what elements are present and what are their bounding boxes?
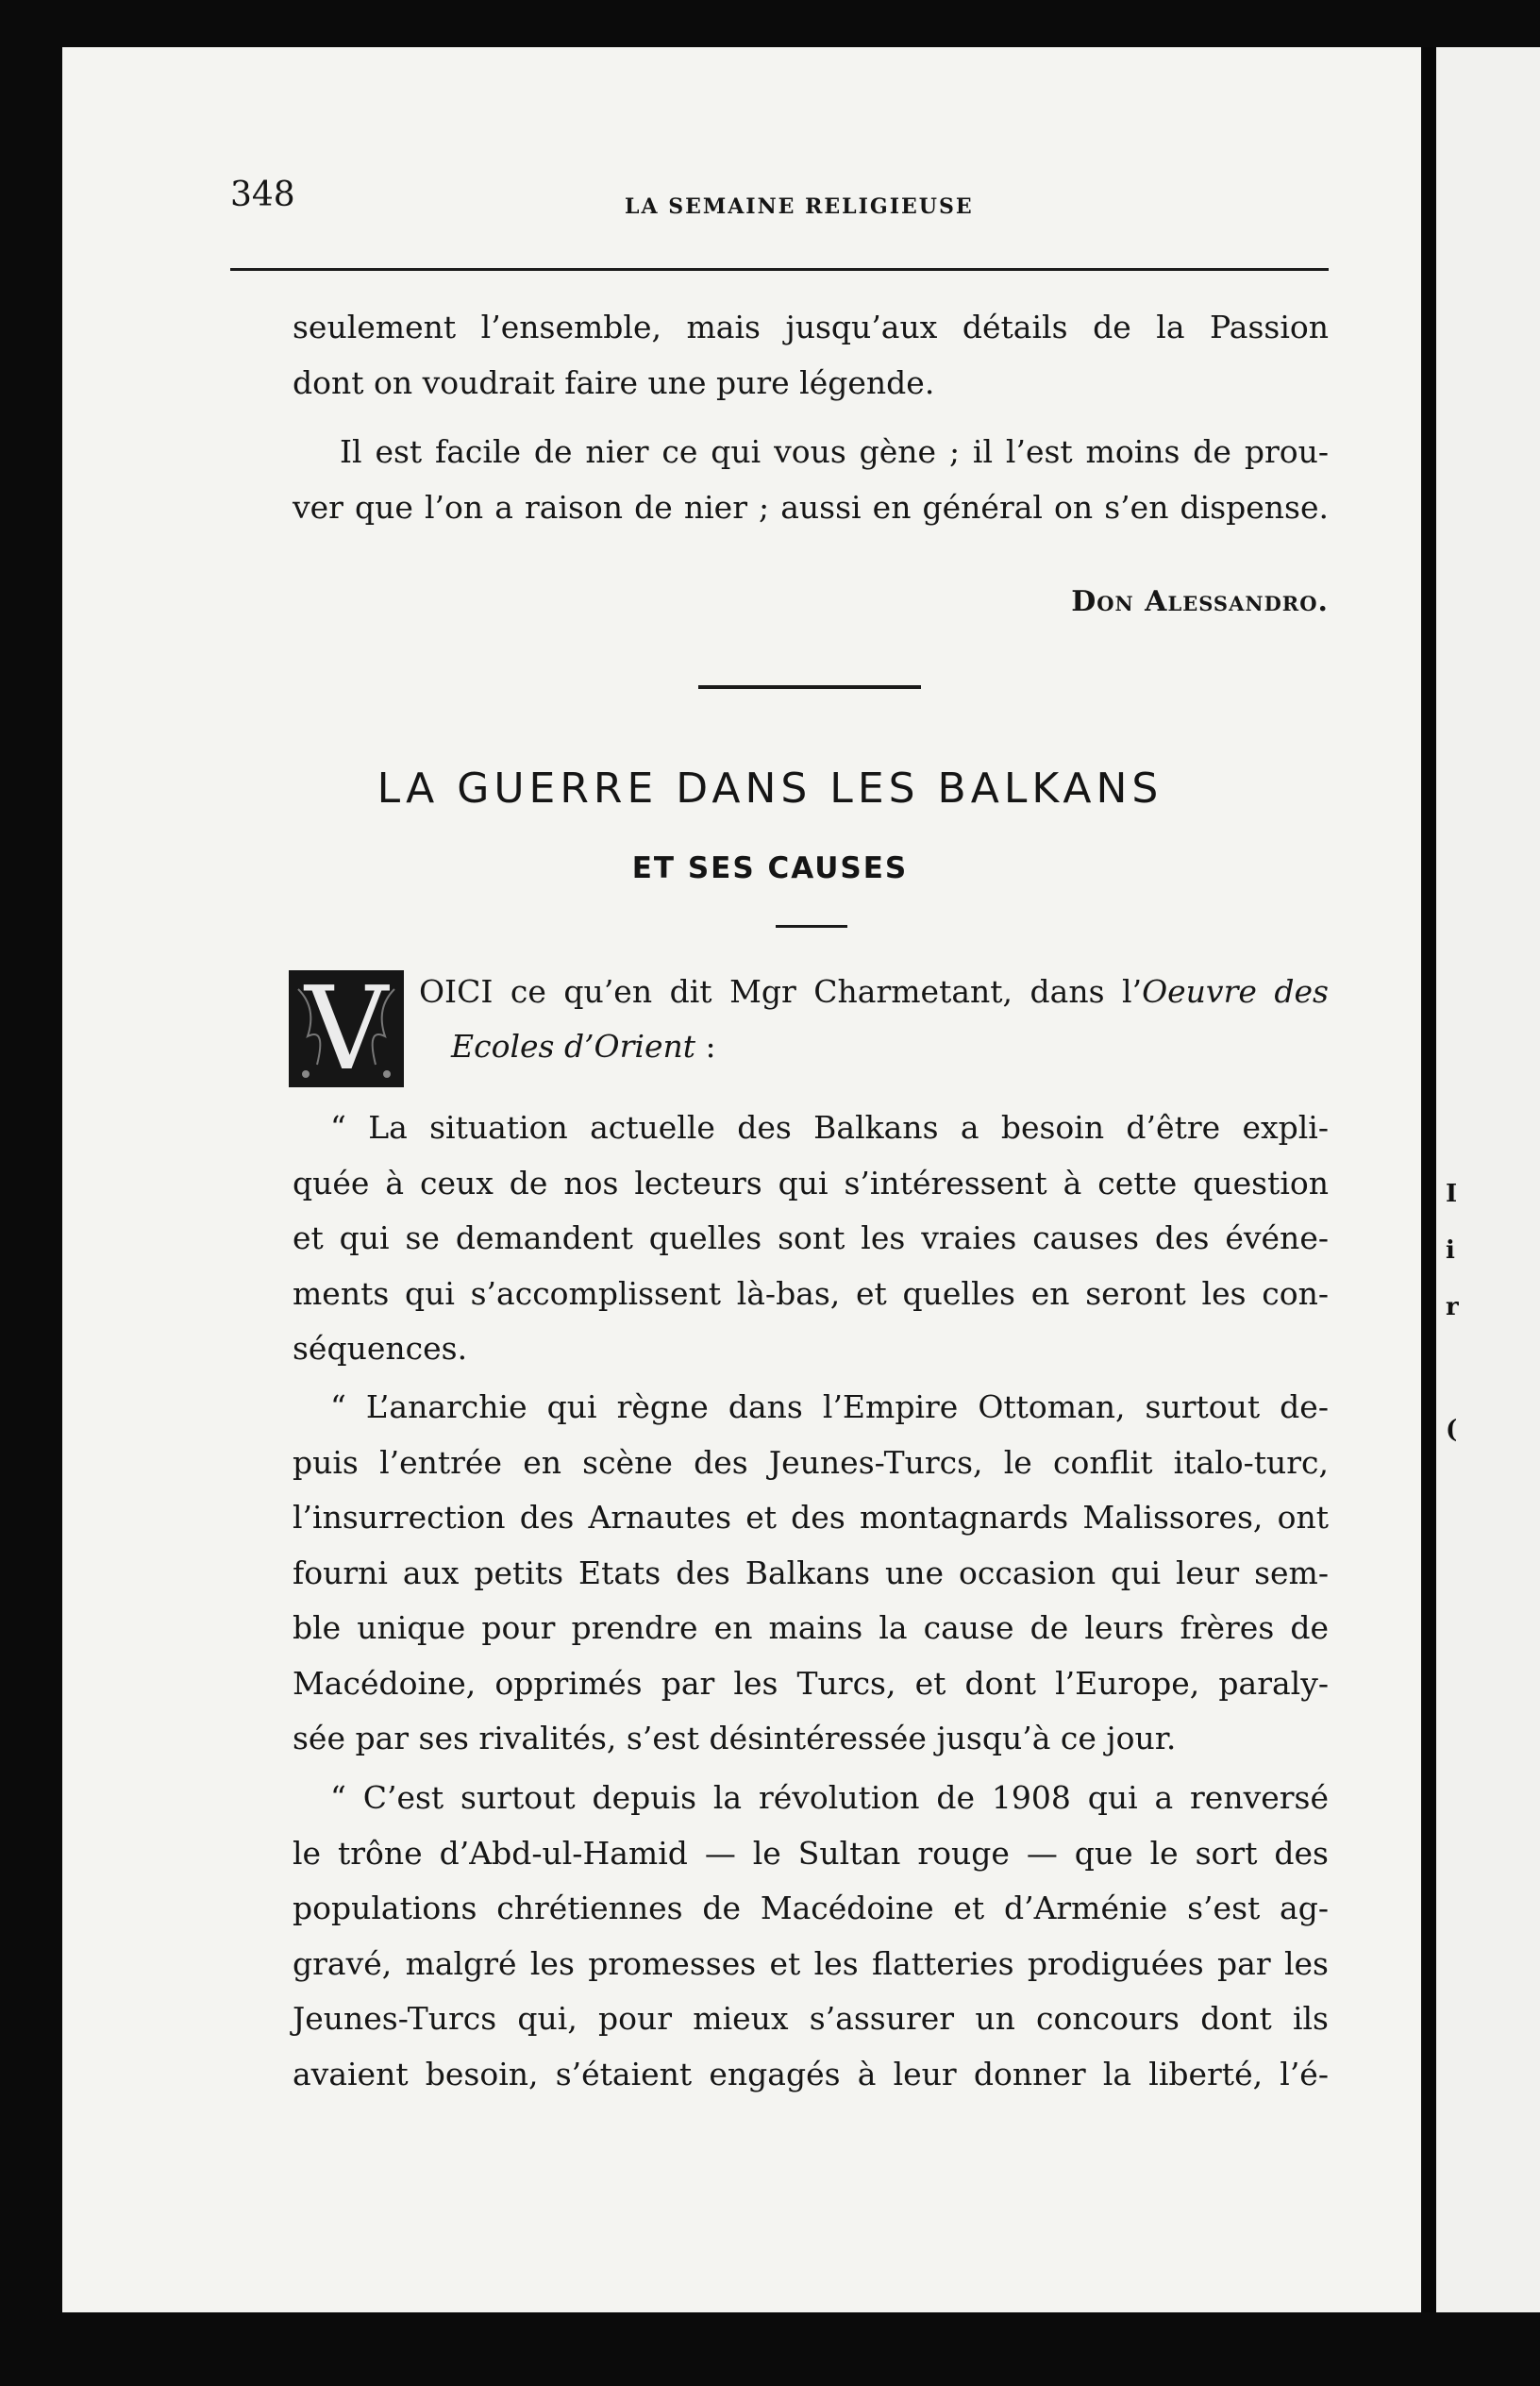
text-line: et qui se demandent quelles sont les vraies causes des événe- [293,1219,1329,1256]
closing-paragraph [293,425,1329,535]
text-line: fourni aux petits Etats des Balkans une occasion qui leur sem- [293,1554,1329,1591]
article-subtitle: ET SES CAUSES [631,851,909,885]
intro-line-2 [451,1019,1329,1075]
intro-line-1 [419,965,1329,1020]
intro-italic-title: Oeuvre des [1142,973,1329,1010]
intro-italic-title-2: Ecoles d’Orient [451,1028,695,1065]
text-line: sée par ses rivalités, s’est désintéressée jusqu’à ce jour. [293,1720,1177,1756]
side-fragment: r [1446,1293,1459,1321]
article-paragraph-1 [293,1101,1329,1377]
text-line: l’insurrection des Arnautes et des montagnards Malissores, ont [293,1499,1329,1536]
continuation-paragraph [293,300,1329,411]
article-title: LA GUERRE DANS LES BALKANS [377,765,1163,813]
text-line: avaient besoin, s’étaient engagés à leur donner la liberté, l’é- [293,2055,1329,2092]
side-fragment: ( [1446,1416,1458,1444]
text-line: le trône d’Abd-ul-Hamid — le Sultan rouge — que le sort des [293,1834,1329,1872]
text-line: quée à ceux de nos lecteurs qui s’intéressent à cette question [293,1164,1329,1201]
text-line: “ La situation actuelle des Balkans a besoin d’être expli- [330,1109,1329,1146]
text-line: dont on voudrait faire une pure légende. [293,363,935,401]
adjacent-page-edge [1423,47,1540,2312]
section-separator [698,685,921,689]
text-line: “ L’anarchie qui règne dans l’Empire Ottoman, surtout de- [330,1388,1329,1425]
title-separator [776,925,847,928]
intro-text: OICI ce qu’en dit Mgr Charmetant, dans l’ [419,973,1143,1010]
intro-colon: : [695,1028,716,1065]
dropcap-letter: V [304,970,389,1087]
text-line: Jeunes-Turcs qui, pour mieux s’assurer un concours dont ils [293,2000,1329,2037]
text-line: puis l’entrée en scène des Jeunes-Turcs, le conflit italo-turc, [293,1443,1329,1481]
author-signature: Don Alessandro. [1071,585,1329,618]
text-line: seulement l’ensemble, mais jusqu’aux détails de la Passion [293,309,1329,345]
text-line: ble unique pour prendre en mains la cause de leurs frères de [293,1609,1329,1646]
text-line: Il est facile de nier ce qui vous gène ; il l’est moins de prou- [340,433,1329,470]
text-line: séquences. [293,1330,468,1367]
text-line: populations chrétiennes de Macédoine et d’Arménie s’est ag- [293,1890,1329,1926]
text-line: ver que l’on a raison de nier ; aussi en général on s’en dispense. [293,488,1329,526]
running-title: LA SEMAINE RELIGIEUSE [625,194,974,219]
side-fragment: I [1446,1180,1458,1208]
page-header [230,176,1329,219]
header-rule [230,268,1329,271]
dropcap-ornament [289,970,404,1087]
article-paragraph-2 [293,1380,1329,1767]
side-fragment: i [1446,1236,1455,1265]
text-line: Macédoine, opprimés par les Turcs, et dont l’Europe, paraly- [293,1664,1329,1702]
text-line: gravé, malgré les promesses et les flatteries prodiguées par les [293,1944,1329,1982]
article-paragraph-3 [293,1771,1329,2102]
text-line: ments qui s’accomplissent là-bas, et quelles en seront les con- [293,1274,1329,1312]
text-line: “ C’est surtout depuis la révolution de 1908 qui a renversé [330,1779,1329,1816]
page-number: 348 [230,176,295,214]
